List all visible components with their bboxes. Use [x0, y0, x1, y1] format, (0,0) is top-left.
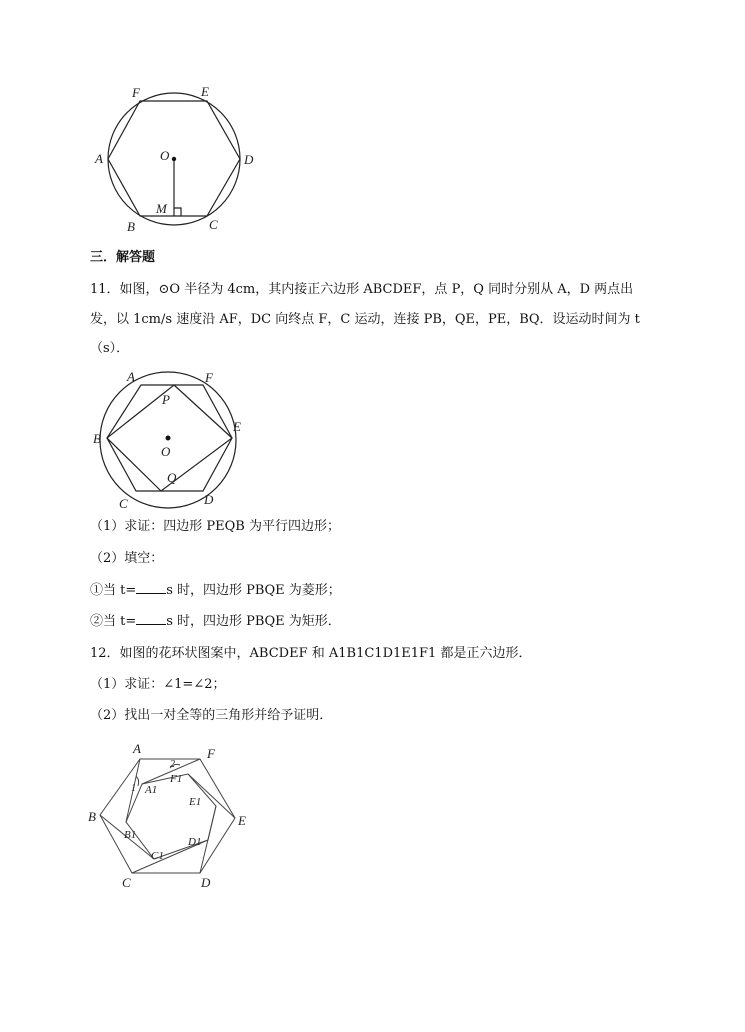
figure-3 [100, 759, 235, 873]
fig3-label-A1: A1 [145, 784, 158, 796]
fig3-label-D1: D1 [188, 836, 202, 848]
fig3-label-D: D [201, 875, 211, 890]
fig1-label-D: D [244, 152, 254, 167]
fig2-circle [100, 372, 236, 508]
fig1-label-C: C [209, 217, 218, 232]
fig3-label-C: C [122, 875, 131, 890]
fig3-spoke-a [126, 759, 140, 822]
q11-fill-2-blank[interactable] [136, 612, 166, 625]
q11-fill-1-suffix: s 时，四边形 PBQE 为菱形； [166, 583, 341, 598]
fig3-label-A: A [133, 741, 141, 756]
fig1-right-angle [174, 208, 181, 216]
fig1-label-M: M [156, 201, 167, 216]
fig1-label-F: F [132, 85, 140, 100]
fig1-label-A: A [95, 151, 103, 166]
fig3-label-E1: E1 [189, 796, 202, 808]
fig3-spoke-c [132, 840, 208, 873]
q11-fill-2-prefix: ②当 t= [90, 614, 137, 629]
figure-2 [100, 372, 236, 508]
figure-1 [108, 93, 240, 225]
q12-part-1: （1）求证：∠1=∠2； [90, 677, 226, 692]
fig3-angle-1-arc [136, 776, 139, 786]
fig2-label-E: E [233, 419, 241, 434]
fig3-label-E: E [238, 813, 246, 828]
fig1-hexagon [108, 101, 240, 216]
fig3-spoke-d [200, 806, 216, 873]
fig1-center-dot [172, 157, 176, 161]
fig2-label-O: O [161, 444, 171, 459]
fig2-label-A: A [127, 369, 135, 384]
q11-fill-2-suffix: s 时，四边形 PBQE 为矩形． [166, 614, 341, 629]
q11-fill-2 [90, 612, 341, 631]
fig3-spoke-b [100, 815, 154, 859]
fig3-label-angle-2: 2 [170, 759, 175, 770]
fig2-label-D: D [204, 492, 214, 507]
fig2-quadrilateral-pbqe [107, 385, 232, 491]
fig3-label-angle-1: 1 [131, 783, 136, 794]
fig3-label-C1: C1 [151, 850, 164, 862]
q11-part-1: （1）求证：四边形 PEQB 为平行四边形； [90, 519, 340, 534]
fig3-label-F1: F1 [170, 773, 183, 785]
q12-line-1: 12．如图的花环状图案中，ABCDEF 和 A1B1C1D1E1F1 都是正六边形． [90, 646, 532, 661]
fig1-label-O: O [160, 148, 170, 163]
fig2-label-B: B [93, 431, 101, 446]
q11-fill-1-prefix: ①当 t= [90, 583, 137, 598]
fig3-inner-hexagon [126, 774, 216, 859]
fig3-outer-hexagon [100, 759, 235, 873]
q11-line-2: 发，以 1cm/s 速度沿 AF，DC 向终点 F，C 运动，连接 PB，QE，PE，BQ．设运动时间为 t [90, 312, 640, 327]
fig3-angle-2-arc [170, 764, 180, 768]
q11-fill-1 [90, 581, 341, 600]
fig3-spoke-f [142, 759, 200, 784]
fig2-center-dot [166, 436, 171, 441]
fig3-spoke-e [188, 774, 235, 818]
q11-fill-1-blank[interactable] [136, 581, 166, 594]
q11-part-2: （2）填空： [90, 551, 164, 566]
q12-part-2: （2）找出一对全等的三角形并给予证明． [90, 708, 333, 723]
fig3-label-B1: B1 [124, 829, 137, 841]
fig2-label-P: P [162, 392, 170, 407]
fig3-label-F: F [207, 746, 215, 761]
fig3-label-B: B [88, 809, 96, 824]
q11-line-1: 11．如图，⊙O 半径为 4cm，其内接正六边形 ABCDEF，点 P，Q 同时分别从 A，D 两点出 [90, 282, 634, 297]
q11-line-3: （s）． [90, 341, 130, 356]
section-heading: 三．解答题 [90, 250, 156, 265]
fig2-label-C: C [119, 496, 128, 511]
fig1-circle [108, 93, 240, 225]
fig1-label-B: B [127, 219, 135, 234]
fig2-label-F: F [205, 370, 213, 385]
fig2-hexagon [107, 385, 232, 491]
fig2-label-Q: Q [167, 470, 177, 485]
fig1-label-E: E [201, 84, 209, 99]
